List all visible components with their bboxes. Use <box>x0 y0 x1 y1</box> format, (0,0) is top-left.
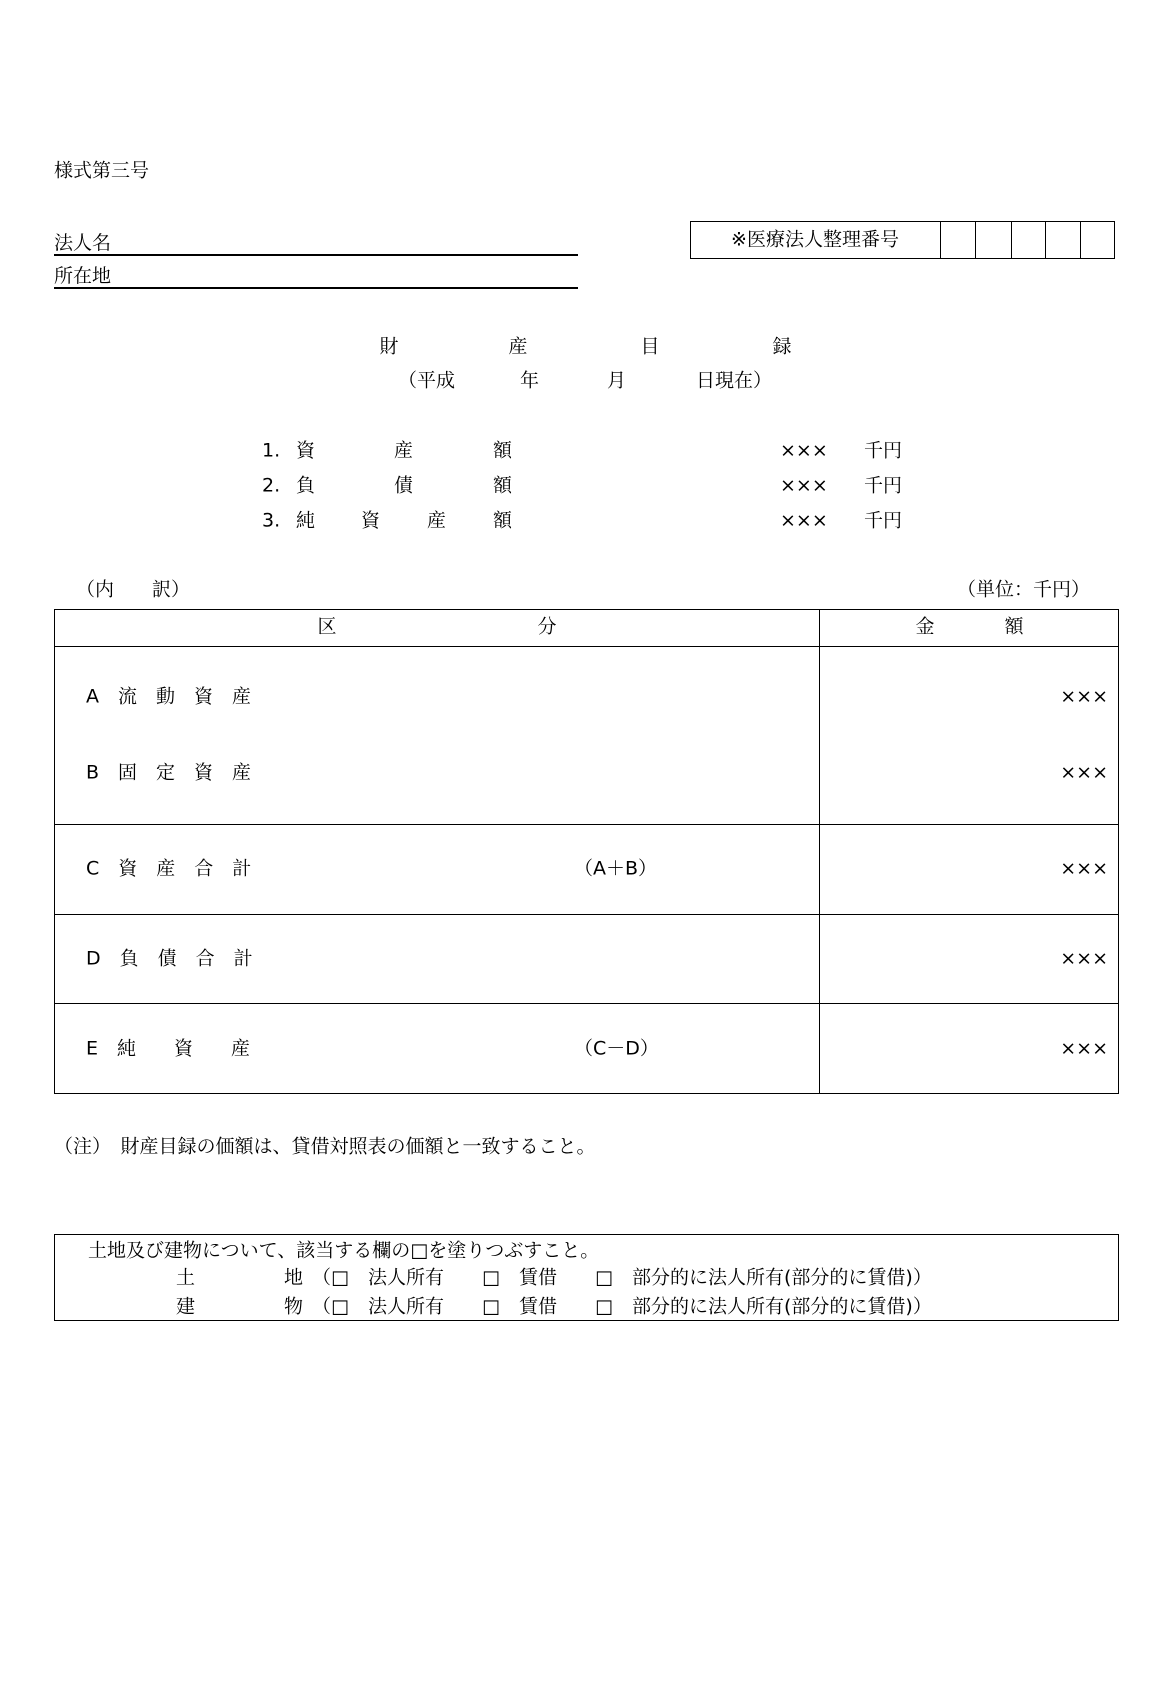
summary-char: 債 <box>394 474 414 497</box>
row-divider <box>54 646 1119 647</box>
row-amount: ××× <box>1060 947 1108 970</box>
registry-number-label: ※医療法人整理番号 <box>731 228 899 251</box>
row-formula: （C－D） <box>574 1037 659 1060</box>
summary-char: 産 <box>427 509 447 532</box>
row-divider <box>54 1003 1119 1004</box>
option-owned: 法人所有 <box>367 1295 444 1318</box>
building-label: 建 <box>176 1295 196 1318</box>
row-label: B 固 定 資 産 <box>86 761 252 784</box>
land-label: 土 <box>176 1266 196 1289</box>
checkbox-icon[interactable]: □ <box>595 1266 613 1289</box>
divider <box>975 221 976 259</box>
summary-amount: ××× <box>780 439 828 462</box>
address-field[interactable] <box>54 287 578 289</box>
row-amount: ××× <box>1060 1037 1108 1060</box>
row-amount: ××× <box>1060 685 1108 708</box>
land-label: 地 <box>284 1266 304 1289</box>
checkbox-icon[interactable]: □ <box>331 1266 349 1289</box>
divider <box>1080 221 1081 259</box>
building-label: 物 <box>284 1295 304 1318</box>
date-open: （平成 <box>398 369 456 392</box>
summary-num: 3. <box>262 509 281 532</box>
option-partial: 部分的に法人所有(部分的に賃借) <box>631 1295 913 1318</box>
column-divider <box>819 609 820 1094</box>
summary-unit: 千円 <box>864 509 903 532</box>
header-category: 分 <box>537 615 557 638</box>
checkbox-icon[interactable]: □ <box>482 1295 500 1318</box>
summary-char: 負 <box>296 474 316 497</box>
option-leased: 賃借 <box>518 1295 557 1318</box>
summary-amount: ××× <box>780 509 828 532</box>
land-options: （□ 法人所有 □ 賃借 □ 部分的に法人所有(部分的に賃借)） <box>312 1266 932 1289</box>
row-label: D 負 債 合 計 <box>86 947 253 970</box>
summary-num: 2. <box>262 474 281 497</box>
summary-num: 1. <box>262 439 281 462</box>
divider <box>1045 221 1046 259</box>
date-day: 日現在） <box>696 369 773 392</box>
corp-name-label: 法人名 <box>54 232 112 254</box>
title-char: 録 <box>772 335 792 358</box>
breakdown-label: （内 訳） <box>76 578 191 601</box>
row-label: A 流 動 資 産 <box>86 685 251 708</box>
summary-char: 額 <box>493 509 513 532</box>
form-number: 様式第三号 <box>54 159 150 182</box>
header-amount: 額 <box>1004 615 1024 638</box>
option-leased: 賃借 <box>518 1266 557 1289</box>
summary-char: 資 <box>296 439 316 462</box>
option-partial: 部分的に法人所有(部分的に賃借) <box>631 1266 913 1289</box>
corp-name-field[interactable] <box>54 254 578 256</box>
property-instruction: 土地及び建物について、該当する欄の□を塗りつぶすこと。 <box>88 1239 600 1262</box>
row-divider <box>54 824 1119 825</box>
divider <box>1011 221 1012 259</box>
date-year: 年 <box>520 369 540 392</box>
title-char: 目 <box>640 335 660 358</box>
row-amount: ××× <box>1060 857 1108 880</box>
summary-char: 額 <box>493 474 513 497</box>
note: （注） 財産目録の価額は、貸借対照表の価額と一致すること。 <box>54 1135 596 1158</box>
checkbox-icon[interactable]: □ <box>331 1295 349 1318</box>
inventory-table <box>54 609 1119 1094</box>
header-amount: 金 <box>915 615 935 638</box>
row-amount: ××× <box>1060 761 1108 784</box>
unit-label: （単位：千円） <box>956 578 1090 601</box>
summary-char: 資 <box>361 509 381 532</box>
checkbox-icon[interactable]: □ <box>595 1295 613 1318</box>
row-label: E 純 資 産 <box>86 1037 251 1060</box>
summary-char: 産 <box>394 439 414 462</box>
divider <box>940 221 941 259</box>
summary-unit: 千円 <box>864 439 903 462</box>
summary-char: 純 <box>296 509 316 532</box>
option-owned: 法人所有 <box>367 1266 444 1289</box>
date-month: 月 <box>607 369 627 392</box>
row-formula: （A＋B） <box>574 857 658 880</box>
header-category: 区 <box>317 615 337 638</box>
summary-amount: ××× <box>780 474 828 497</box>
row-label: C 資 産 合 計 <box>86 857 252 880</box>
address-label: 所在地 <box>54 265 112 287</box>
checkbox-icon[interactable]: □ <box>482 1266 500 1289</box>
summary-unit: 千円 <box>864 474 903 497</box>
title-char: 財 <box>379 335 399 358</box>
title-char: 産 <box>508 335 528 358</box>
building-options: （□ 法人所有 □ 賃借 □ 部分的に法人所有(部分的に賃借)） <box>312 1295 932 1318</box>
summary-char: 額 <box>493 439 513 462</box>
row-divider <box>54 914 1119 915</box>
